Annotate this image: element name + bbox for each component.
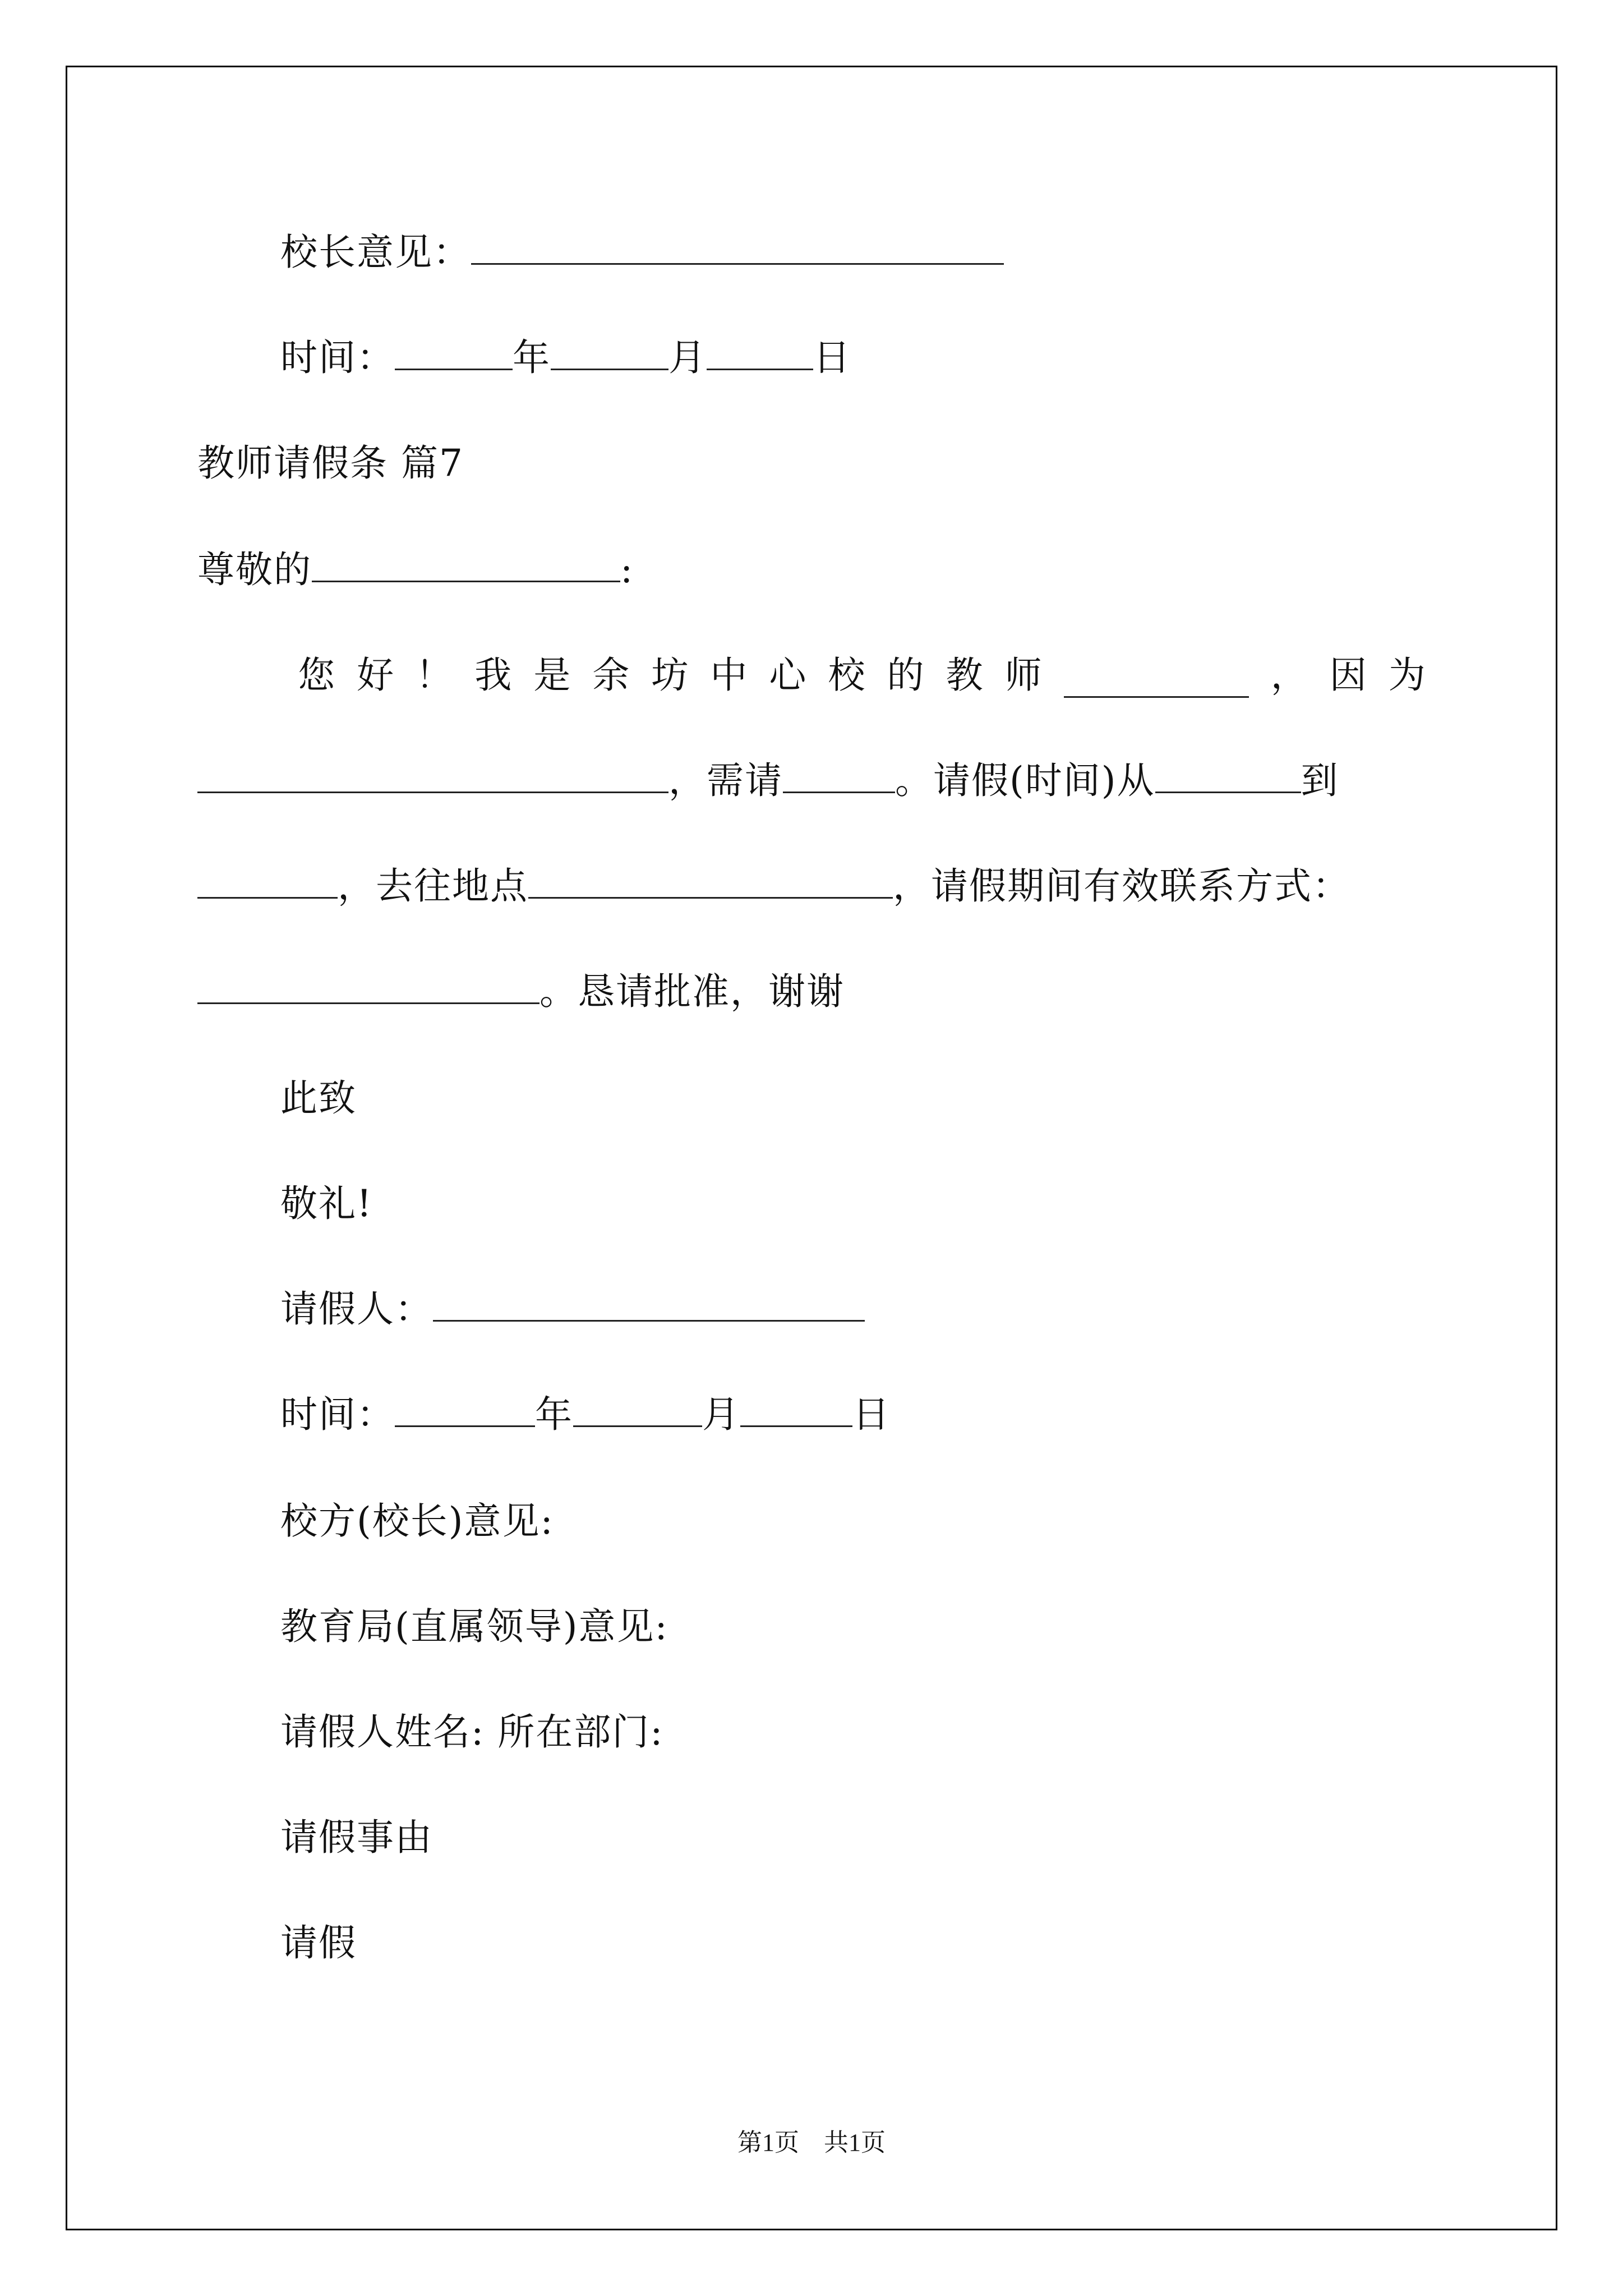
body-char: 是 [533, 654, 571, 697]
body-char: 心 [769, 654, 806, 697]
body-char: 中 [710, 654, 748, 697]
destination-blank[interactable] [528, 864, 893, 899]
from-text: 。请假(时间)从 [895, 759, 1155, 802]
day-blank-1[interactable] [707, 336, 813, 370]
body-line-3 [197, 864, 1350, 909]
applicant-label: 请假人： [280, 1287, 433, 1331]
year-label-2: 年 [535, 1393, 573, 1436]
closing-1: 此致 [280, 1076, 357, 1120]
applicant-line [280, 1287, 865, 1332]
time-label-2: 时间： [280, 1393, 395, 1436]
salutation-line [197, 547, 634, 592]
year-blank-2[interactable] [395, 1393, 535, 1427]
month-label-1: 月 [668, 336, 707, 379]
principal-opinion-label: 校长意见： [280, 231, 471, 274]
body-char: 校 [828, 654, 865, 697]
from-date-blank[interactable] [1155, 759, 1301, 793]
principal-opinion-blank[interactable] [471, 231, 1004, 265]
body-char: 因 [1329, 654, 1367, 697]
principal-opinion-line [280, 230, 1004, 275]
applicant-blank[interactable] [433, 1287, 865, 1322]
contact-blank[interactable] [197, 970, 540, 1004]
year-blank-1[interactable] [395, 336, 513, 370]
body-char: 我 [474, 654, 512, 697]
body-char: 的 [887, 654, 924, 697]
section-heading: 教师请假条 篇7 [197, 441, 464, 485]
need-text: ，需请 [668, 759, 783, 802]
end-text: 。恳请批准，谢谢 [540, 970, 845, 1013]
closing-2: 敬礼! [280, 1182, 373, 1225]
contact-text: ，请假期间有效联系方式： [893, 864, 1350, 908]
day-label-2: 日 [852, 1393, 891, 1436]
teacher-name-blank[interactable] [1064, 664, 1249, 698]
year-label-1: 年 [513, 336, 551, 379]
bureau-opinion: 教育局(直属领导)意见: [280, 1605, 668, 1648]
body-line-4 [197, 969, 845, 1014]
body-comma: ， [1270, 654, 1308, 697]
body-char: 好 [357, 654, 394, 697]
salutation-prefix: 尊敬的 [197, 548, 312, 591]
leave-type-blank[interactable] [783, 759, 895, 793]
body-char: 师 [1004, 654, 1042, 697]
salutation-blank[interactable] [312, 548, 620, 582]
leave-reason: 请假事由 [280, 1816, 433, 1859]
month-blank-2[interactable] [573, 1393, 702, 1427]
body-line-2 [197, 758, 1339, 803]
body-char: 为 [1388, 654, 1426, 697]
month-blank-1[interactable] [551, 336, 668, 370]
body-char: ！ [416, 654, 453, 697]
body-char: 您 [298, 654, 335, 697]
salutation-suffix: : [620, 548, 634, 591]
time-label-1: 时间： [280, 336, 395, 379]
name-department: 请假人姓名: 所在部门: [280, 1710, 664, 1754]
day-label-1: 日 [813, 336, 851, 379]
destination-text: ，去往地点 [338, 864, 528, 908]
leave-label: 请假 [280, 1921, 357, 1964]
body-char: 教 [946, 654, 983, 697]
school-opinion: 校方(校长)意见: [280, 1499, 554, 1543]
month-label-2: 月 [702, 1393, 740, 1436]
page-border [66, 66, 1557, 2230]
to-text: 到 [1301, 759, 1339, 802]
day-blank-2[interactable] [740, 1393, 852, 1427]
body-char: 坊 [651, 654, 689, 697]
time-line-1 [280, 335, 851, 380]
time-line-2 [280, 1392, 891, 1437]
body-char: 余 [592, 654, 630, 697]
body-line-1 [197, 653, 1426, 698]
to-date-blank[interactable] [197, 864, 338, 899]
reason-blank[interactable] [197, 759, 668, 793]
page-footer: 第1页 共1页 [737, 2129, 886, 2156]
